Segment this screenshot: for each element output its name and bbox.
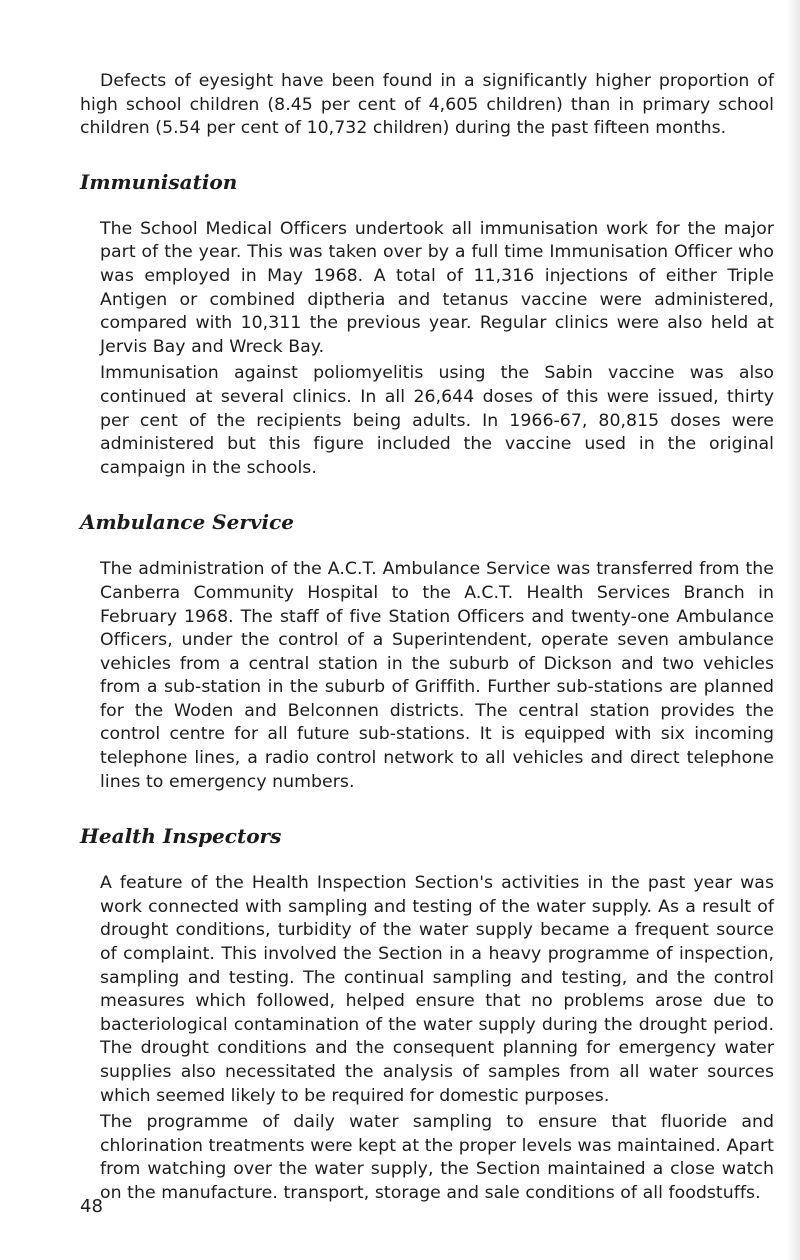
health-inspectors-paragraph-1: A feature of the Health Inspection Section's activities in the past year was work connected with sampling and testing of the water supply. As a result of drought conditions, turbidity of the water supply became a frequent source of complaint. This involved the Section in a heavy programme of inspection, sampling and testing. The continual sampling and testing, and the control measures which followed, helped ensure that no problems arose due to bacteriological contamination of the water supply during the drought period. The drought conditions and the consequent planning for emergency water supplies also necessitated the analysis of samples from all water sources which seemed likely to be required for domestic purposes. (100, 873, 774, 1106)
section-ambulance-service (80, 558, 774, 794)
page-number: 48 (80, 1196, 103, 1217)
page-edge-shadow (786, 0, 800, 1260)
section-health-inspectors (80, 872, 774, 1205)
page-content (80, 70, 774, 1206)
immunisation-paragraph-1: The School Medical Officers undertook all immunisation work for the major part of the year. This was taken over by a full time Immunisation Officer who was employed in May 1968. A total of 11,316 injections of either Triple Antigen or combined diptheria and tetanus vaccine were administered, compared with 10,311 the previous year. Regular clinics were also held at Jervis Bay and Wreck Bay. (100, 218, 774, 357)
heading-ambulance-service: Ambulance Service (80, 510, 294, 535)
ambulance-paragraph-1: The administration of the A.C.T. Ambulance Service was transferred from the Canberra Community Hospital to the A.C.T. Health Services Branch in February 1968. The staff of five Station Officers and twenty-one Ambulance Officers, under the control of a Superintendent, operate seven ambulance vehicles from a central station in the suburb of Dickson and two vehicles from a sub-station in the suburb of Griffith. Further sub-stations are planned for the Woden and Belconnen districts. The central station provides the control centre for all future sub-stations. It is equipped with six incoming telephone lines, a radio control network to all vehicles and direct telephone lines to emergency numbers. (100, 559, 774, 792)
immunisation-paragraph-2: Immunisation against poliomyelitis using the Sabin vaccine was also continued at several clinics. In all 26,644 doses of this were issued, thirty per cent of the recipients being adults. In 1966-67, 80,815 doses were administered but this figure included the vaccine used in the original campaign in the schools. (100, 363, 774, 478)
heading-health-inspectors: Health Inspectors (80, 824, 282, 849)
health-inspectors-paragraph-2: The programme of daily water sampling to ensure that fluoride and chlorination treatments were kept at the proper levels was maintained. Apart from watching over the water supply, the Section maintained a close watch on the manufacture. transport, storage and sale conditions of all foodstuffs. (100, 1112, 774, 1203)
intro-paragraph: Defects of eyesight have been found in a significantly higher proportion of high school children (8.45 per cent of 4,605 children) than in primary school children (5.54 per cent of 10,732 children) during the past fifteen months. (80, 71, 774, 139)
heading-immunisation: Immunisation (80, 169, 238, 194)
section-immunisation (80, 218, 774, 481)
